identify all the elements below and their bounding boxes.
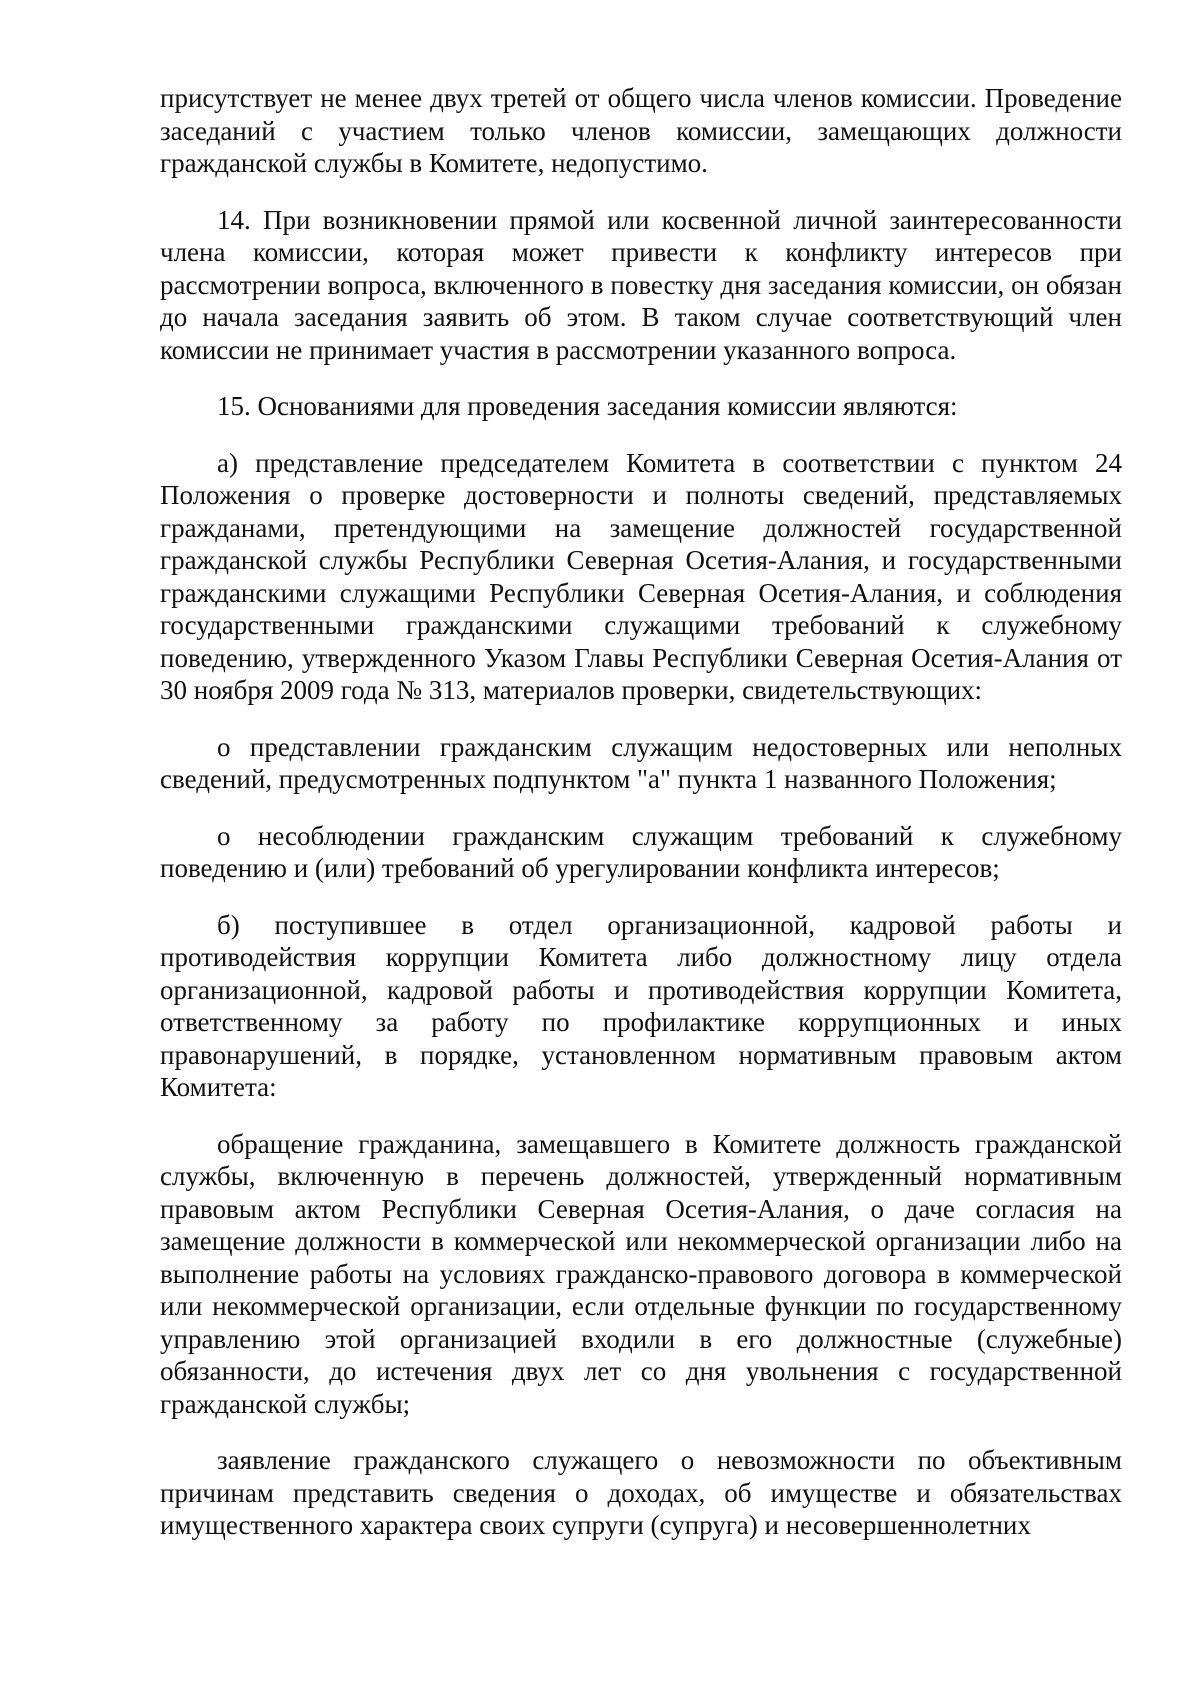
paragraph-continuation: присутствует не менее двух третей от общего числа членов комиссии. Проведение заседаний с участием только членов комиссии, замещающих должности гражданской службы в Комитете, недопустимо.	[160, 83, 1122, 178]
paragraph-subitem-b: б) поступившее в отдел организационной, кадровой работы и противодействия коррупции Комитета либо должностному лицу отдела организационной, кадровой работы и противодействия коррупции Комитета, ответственному за работу по профилактике коррупционных и иных правонарушений, в порядке, установленном нормативным правовым актом Комитета:	[160, 909, 1122, 1102]
paragraph-subitem-b-2: заявление гражданского служащего о невозможности по объективным причинам представить сведения о доходах, об имуществе и обязательствах имущественного характера своих супруги (супруга) и несовершеннолетних	[160, 1445, 1122, 1540]
document-page	[160, 82, 1122, 1566]
paragraph-subitem-a-2: о несоблюдении гражданским служащим требований к служебному поведению и (или) требований об урегулировании конфликта интересов;	[160, 820, 1122, 883]
paragraph-subitem-b-1: обращение гражданина, замещавшего в Комитете должность гражданской службы, включенную в перечень должностей, утвержденный нормативным правовым актом Республики Северная Осетия-Алания, о даче согласия на замещение должности в коммерческой или некоммерческой организации либо на выполнение работы на условиях гражданско-правового договора в коммерческой или некоммерческой организации, если отдельные функции по государственному управлению этой организацией входили в его должностные (служебные) обязанности, до истечения двух лет со дня увольнения с государственной гражданской службы;	[160, 1128, 1122, 1419]
paragraph-item-15: 15. Основаниями для проведения заседания комиссии являются:	[217, 391, 958, 421]
paragraph-item-14: 14. При возникновении прямой или косвенной личной заинтересованности члена комиссии, которая может привести к конфликту интересов при рассмотрении вопроса, включенного в повестку дня заседания комиссии, он обязан до начала заседания заявить об этом. В таком случае соответствующий член комиссии не принимает участия в рассмотрении указанного вопроса.	[160, 204, 1122, 365]
paragraph-subitem-a-1: о представлении гражданским служащим недостоверных или неполных сведений, предусмотренных подпунктом "а" пункта 1 названного Положения;	[160, 731, 1122, 794]
paragraph-subitem-a: а) представление председателем Комитета в соответствии с пунктом 24 Положения о проверке достоверности и полноты сведений, представляемых гражданами, претендующими на замещение должностей государственной гражданской службы Республики Северная Осетия-Алания, и государственными гражданскими служащими Республики Северная Осетия-Алания, и соблюдения государственными гражданскими служащими требований к служебному поведению, утвержденного Указом Главы Республики Северная Осетия-Алания от 30 ноября 2009 года № 313, материалов проверки, свидетельствующих:	[160, 447, 1122, 705]
